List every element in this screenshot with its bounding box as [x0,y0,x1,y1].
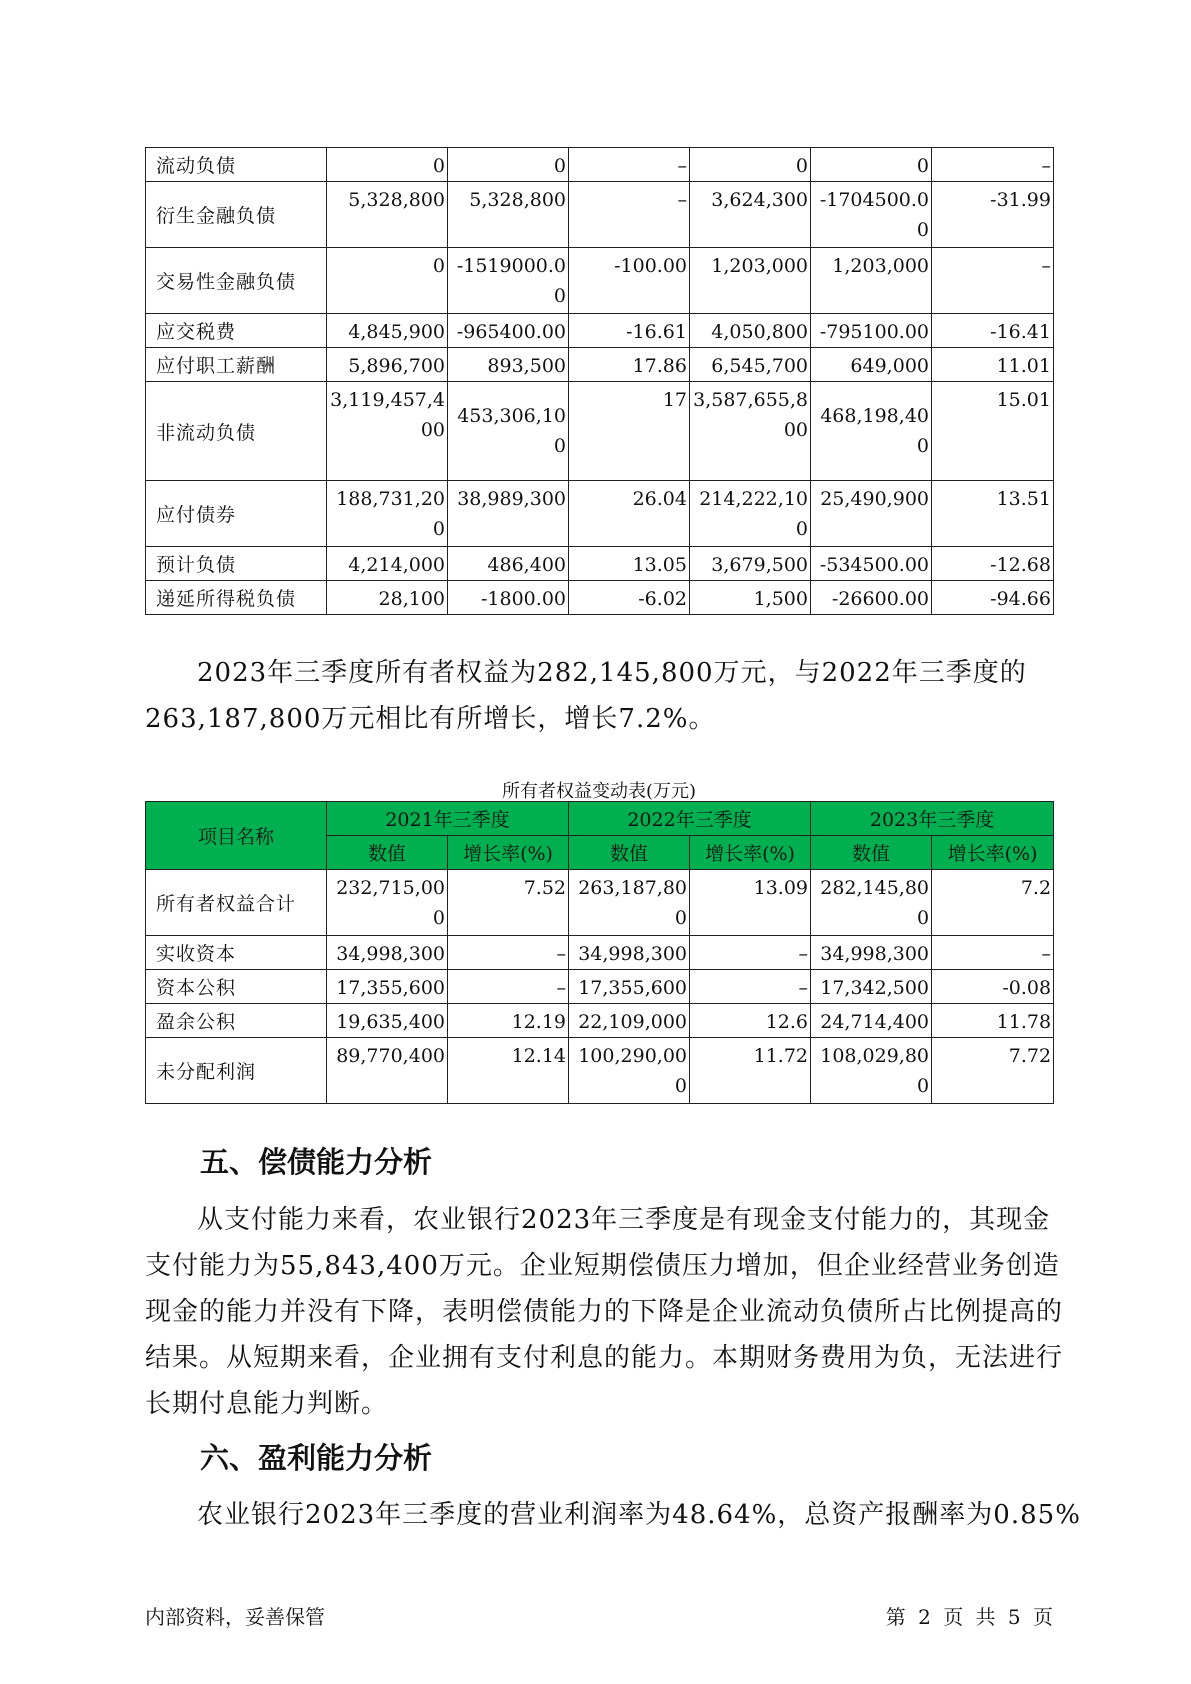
table-cell: 263,187,800 [569,870,690,936]
table-cell: 13.05 [569,547,690,581]
solvency-paragraph: 从支付能力来看，农业银行2023年三季度是有现金支付能力的，其现金支付能力为55,843,400万元。企业短期偿债压力增加，但企业经营业务创造现金的能力并没有下降，表明偿债能力的下降是企业流动负债所占比例提高的结果。从短期来看，企业拥有支付利息的能力。本期财务费用为负，无法进行长期付息能力判断。 [145,1205,1064,1419]
table-row [146,547,1054,581]
profitability-paragraph: 农业银行2023年三季度的营业利润率为48.64%，总资产报酬率为0.85% [197,1500,1081,1530]
header-rate: 增长率(%) [932,836,1054,870]
table-cell: -31.99 [932,182,1054,248]
table-cell: -94.66 [932,581,1054,615]
row-label: 应交税费 [146,314,327,348]
table-cell: – [448,970,569,1004]
table-row [146,870,1054,936]
header-period-2022: 2022年三季度 [569,802,811,836]
equity-table-caption: 所有者权益变动表(万元) [501,781,697,802]
table-cell: 13.09 [690,870,811,936]
table-cell: 5,328,800 [327,182,448,248]
table-cell: 893,500 [448,348,569,382]
table-cell: -12.68 [932,547,1054,581]
table-cell: 11.78 [932,1004,1054,1038]
table-cell: 19,635,400 [327,1004,448,1038]
table-cell: 5,328,800 [448,182,569,248]
table-row [146,382,1054,481]
table-cell: 17,355,600 [569,970,690,1004]
table-cell: -26600.00 [811,581,932,615]
row-label: 应付职工薪酬 [146,348,327,382]
table-cell: 188,731,200 [327,481,448,547]
table-cell: 11.01 [932,348,1054,382]
table-cell: 34,998,300 [569,936,690,970]
table-cell: 0 [448,148,569,182]
table-cell: 282,145,800 [811,870,932,936]
table-cell: -1800.00 [448,581,569,615]
table-cell: 4,050,800 [690,314,811,348]
table-cell: -0.08 [932,970,1054,1004]
row-label: 流动负债 [146,148,327,182]
table-cell: 0 [327,248,448,314]
header-item-name: 项目名称 [146,802,327,870]
row-label: 所有者权益合计 [146,870,327,936]
table-cell: 1,203,000 [811,248,932,314]
table-cell: 25,490,900 [811,481,932,547]
table-cell: 232,715,000 [327,870,448,936]
header-rate: 增长率(%) [448,836,569,870]
table-cell: 7.72 [932,1038,1054,1104]
table-cell: 6,545,700 [690,348,811,382]
table-cell: 17,342,500 [811,970,932,1004]
table-cell: 17,355,600 [327,970,448,1004]
table-cell: 3,679,500 [690,547,811,581]
table-cell: – [932,248,1054,314]
table-cell: – [569,182,690,248]
table-cell: -795100.00 [811,314,932,348]
table-cell: 3,624,300 [690,182,811,248]
table-cell: 100,290,000 [569,1038,690,1104]
table-row [146,348,1054,382]
table-cell: 28,100 [327,581,448,615]
table-cell: 3,119,457,400 [327,382,448,481]
table-cell: 12.14 [448,1038,569,1104]
table-row [146,182,1054,248]
table-cell: 24,714,400 [811,1004,932,1038]
row-label: 递延所得税负债 [146,581,327,615]
header-period-2023: 2023年三季度 [811,802,1054,836]
header-value: 数值 [569,836,690,870]
table-cell: -100.00 [569,248,690,314]
table-cell: 3,587,655,800 [690,382,811,481]
row-label: 资本公积 [146,970,327,1004]
table-cell: 7.52 [448,870,569,936]
table-row [146,148,1054,182]
table-cell: 1,203,000 [690,248,811,314]
table-cell: 1,500 [690,581,811,615]
table-cell: – [569,148,690,182]
equity-summary-paragraph: 2023年三季度所有者权益为282,145,800万元，与2022年三季度的263,187,800万元相比有所增长，增长7.2%。 [145,658,1027,734]
table-cell: 11.72 [690,1038,811,1104]
table-cell: 0 [327,148,448,182]
footer-page-number: 第 2 页 共 5 页 [885,1605,1053,1629]
table-cell: 13.51 [932,481,1054,547]
table-cell: 15.01 [932,382,1054,481]
table-cell: 108,029,800 [811,1038,932,1104]
header-value: 数值 [327,836,448,870]
table-cell: 17 [569,382,690,481]
liabilities-table [145,147,1054,615]
table-cell: – [448,936,569,970]
table-cell: -534500.00 [811,547,932,581]
table-row [146,936,1054,970]
table-row [146,314,1054,348]
table-cell: 0 [690,148,811,182]
table-cell: 17.86 [569,348,690,382]
table-cell: – [932,936,1054,970]
row-label: 交易性金融负债 [146,248,327,314]
table-cell: 12.6 [690,1004,811,1038]
table-cell: -16.41 [932,314,1054,348]
table-cell: 486,400 [448,547,569,581]
table-cell: -1704500.00 [811,182,932,248]
table-cell: 4,845,900 [327,314,448,348]
table-cell: – [932,148,1054,182]
table-cell: 34,998,300 [327,936,448,970]
table-cell: 4,214,000 [327,547,448,581]
row-label: 盈余公积 [146,1004,327,1038]
table-row [146,481,1054,547]
table-cell: 26.04 [569,481,690,547]
footer-confidential-note: 内部资料，妥善保管 [145,1605,325,1629]
table-cell: 12.19 [448,1004,569,1038]
table-cell: – [690,936,811,970]
row-label: 预计负债 [146,547,327,581]
table-row [146,248,1054,314]
table-cell: 38,989,300 [448,481,569,547]
header-value: 数值 [811,836,932,870]
table-cell: 214,222,100 [690,481,811,547]
section-heading-solvency: 五、偿债能力分析 [200,1145,433,1179]
table-cell: – [690,970,811,1004]
table-cell: 34,998,300 [811,936,932,970]
row-label: 非流动负债 [146,382,327,481]
table-cell: -16.61 [569,314,690,348]
row-label: 衍生金融负债 [146,182,327,248]
table-row [146,581,1054,615]
table-row [146,1004,1054,1038]
header-rate: 增长率(%) [690,836,811,870]
table-cell: 0 [811,148,932,182]
table-row [146,1038,1054,1104]
equity-change-table [145,801,1054,1104]
table-cell: -6.02 [569,581,690,615]
table-cell: -1519000.00 [448,248,569,314]
table-cell: 7.2 [932,870,1054,936]
row-label: 未分配利润 [146,1038,327,1104]
table-cell: 468,198,400 [811,382,932,481]
section-heading-profitability: 六、盈利能力分析 [200,1441,433,1475]
table-cell: 89,770,400 [327,1038,448,1104]
header-period-2021: 2021年三季度 [327,802,569,836]
table-cell: 22,109,000 [569,1004,690,1038]
table-row [146,970,1054,1004]
table-cell: -965400.00 [448,314,569,348]
row-label: 实收资本 [146,936,327,970]
row-label: 应付债券 [146,481,327,547]
table-cell: 453,306,100 [448,382,569,481]
table-cell: 5,896,700 [327,348,448,382]
table-cell: 649,000 [811,348,932,382]
